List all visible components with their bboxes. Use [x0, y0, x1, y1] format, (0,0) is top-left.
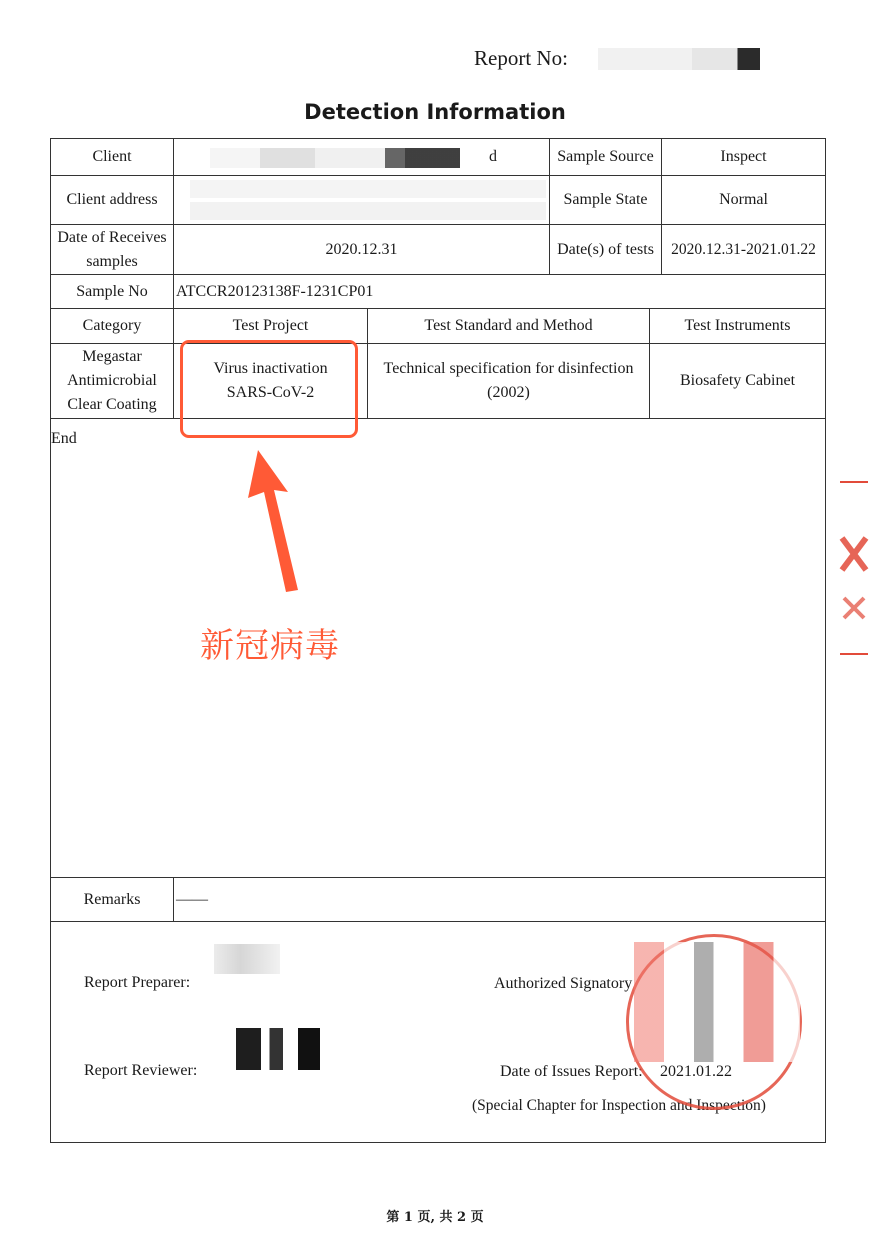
reviewer-signature-redacted — [236, 1028, 320, 1070]
client-address-label: Client address — [51, 176, 174, 225]
date-receives-label: Date of Receives samples — [51, 225, 174, 275]
sample-no-value: ATCCR20123138F-1231CP01 — [174, 275, 825, 309]
page-number: 第 1 页, 共 2 页 — [386, 1210, 484, 1225]
category-value: Megastar Antimicrobial Clear Coating — [51, 344, 174, 419]
test-standard-value — [368, 344, 650, 419]
side-seal-fragment — [838, 478, 870, 658]
preparer-signature-redacted — [214, 944, 280, 974]
date-tests-label: Date(s) of tests — [550, 225, 662, 275]
arrow-up-icon — [240, 444, 310, 594]
test-standard-line2: (2002) — [487, 384, 530, 401]
sample-source-value: Inspect — [662, 139, 825, 176]
date-receives-value: 2020.12.31 — [174, 225, 550, 275]
sample-no-label: Sample No — [51, 275, 174, 309]
page-title: Detection Information — [304, 100, 566, 124]
report-no-label: Report No: — [474, 46, 568, 70]
end-area — [51, 419, 825, 878]
test-standard-header: Test Standard and Method — [368, 309, 650, 344]
client-address-redacted — [190, 180, 546, 220]
stamp-redacted — [634, 942, 800, 1062]
report-preparer-label: Report Preparer: — [84, 974, 191, 991]
annotation-label: 新冠病毒 — [200, 626, 340, 666]
test-instruments-value: Biosafety Cabinet — [650, 344, 825, 419]
remarks-label: Remarks — [51, 878, 174, 922]
test-project-header: Test Project — [174, 309, 368, 344]
remarks-value: —— — [174, 878, 825, 922]
test-project-line1: Virus inactivation — [213, 360, 328, 377]
test-project-line2: SARS-CoV-2 — [226, 384, 315, 401]
test-instruments-header: Test Instruments — [650, 309, 825, 344]
issue-date-label: Date of Issues Report: — [500, 1063, 643, 1080]
end-text: End — [51, 430, 77, 447]
client-value-visible: d — [489, 148, 497, 165]
highlight-box — [180, 340, 358, 438]
client-name-redacted — [210, 148, 460, 168]
client-label: Client — [51, 139, 174, 176]
category-header: Category — [51, 309, 174, 344]
sample-state-label: Sample State — [550, 176, 662, 225]
special-chapter-note: (Special Chapter for Inspection and Inspection) — [472, 1097, 766, 1114]
report-no-redacted — [598, 48, 760, 70]
sample-source-label: Sample Source — [550, 139, 662, 176]
test-standard-line1: Technical specification for disinfection — [383, 360, 634, 377]
sample-state-value: Normal — [662, 176, 825, 225]
issue-date-value: 2021.01.22 — [660, 1063, 732, 1080]
report-reviewer-label: Report Reviewer: — [84, 1062, 198, 1079]
authorized-signatory-label: Authorized Signatory — [494, 975, 633, 992]
date-tests-value: 2020.12.31-2021.01.22 — [662, 225, 825, 275]
